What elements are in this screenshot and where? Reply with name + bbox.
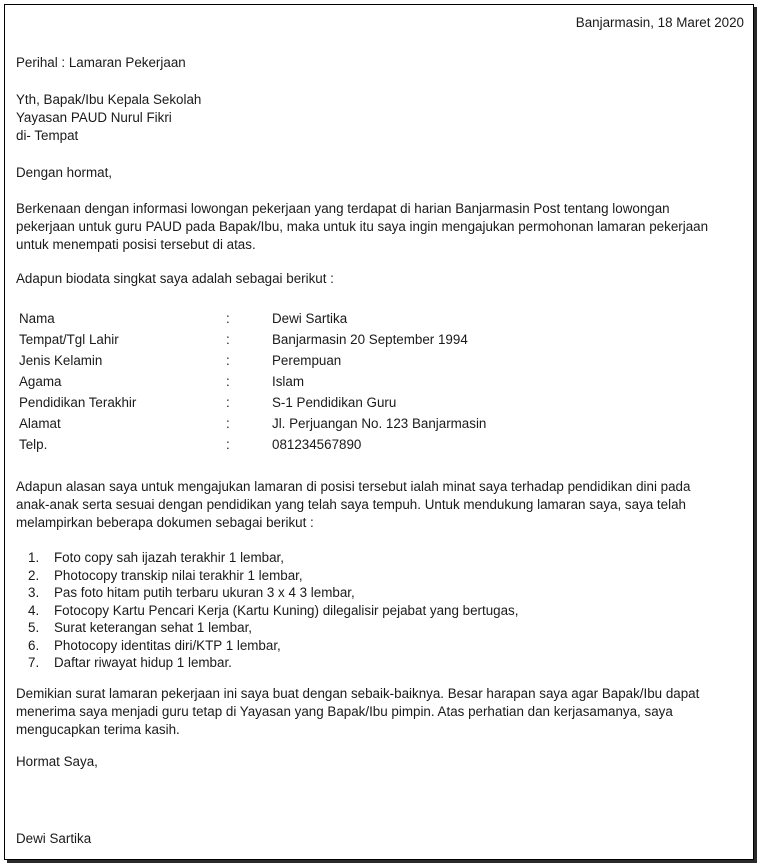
list-text: Photocopy transkip nilai terakhir 1 lembar, xyxy=(54,567,303,583)
letter-date: Banjarmasin, 18 Maret 2020 xyxy=(575,15,744,30)
reason-paragraph xyxy=(16,478,748,532)
biodata-label: Telp. xyxy=(19,437,48,452)
recipient-address xyxy=(16,91,201,145)
biodata-value: Jl. Perjuangan No. 123 Banjarmasin xyxy=(272,416,487,431)
biodata-value: 081234567890 xyxy=(272,437,362,452)
letter-page xyxy=(4,4,754,860)
list-item xyxy=(16,654,636,672)
list-number: 2. xyxy=(28,567,40,583)
recipient-line: Yth, Bapak/Ibu Kepala Sekolah xyxy=(16,92,202,107)
biodata-colon: : xyxy=(226,416,230,431)
recipient-line: Yayasan PAUD Nurul Fikri xyxy=(16,110,172,125)
biodata-value: Banjarmasin 20 September 1994 xyxy=(272,332,468,347)
list-number: 4. xyxy=(28,602,40,618)
biodata-label: Jenis Kelamin xyxy=(19,353,103,368)
biodata-colon: : xyxy=(226,332,230,347)
closing-salutation: Hormat Saya, xyxy=(16,754,98,769)
paragraph-line: pekerjaan untuk guru PAUD pada Bapak/Ibu, maka untuk itu saya ingin mengajukan permohonan lamaran pekerjaan xyxy=(16,219,709,234)
list-text: Pas foto hitam putih terbaru ukuran 3 x 4 3 lembar, xyxy=(54,585,355,600)
signature-name: Dewi Sartika xyxy=(16,831,92,846)
biodata-row-pendidikan xyxy=(16,392,616,413)
biodata-label: Nama xyxy=(19,311,55,326)
list-item xyxy=(16,549,636,567)
paragraph-line: Berkenaan dengan informasi lowongan pekerjaan yang terdapat di harian Banjarmasin Post tentang lowongan xyxy=(16,201,670,216)
list-text: Daftar riwayat hidup 1 lembar. xyxy=(54,655,232,670)
greeting: Dengan hormat, xyxy=(16,165,113,180)
list-item xyxy=(16,619,636,637)
biodata-intro: Adapun biodata singkat saya adalah sebagai berikut : xyxy=(16,271,334,286)
paragraph-line: Adapun alasan saya untuk mengajukan lamaran di posisi tersebut ialah minat saya terhadap pendidikan dini pada xyxy=(16,479,691,494)
list-item xyxy=(16,584,636,602)
paragraph-line: Demikian surat lamaran pekerjaan ini saya buat dengan sebaik-baiknya. Besar harapan saya agar Bapak/Ibu dapat xyxy=(16,686,700,701)
list-text: Photocopy identitas diri/KTP 1 lembar, xyxy=(54,637,281,653)
biodata-row-jenis-kelamin xyxy=(16,350,616,371)
biodata-colon: : xyxy=(226,437,230,452)
biodata-colon: : xyxy=(226,353,230,368)
attachment-list xyxy=(16,549,636,672)
biodata-row-telp xyxy=(16,434,616,455)
list-number: 5. xyxy=(28,620,40,635)
paragraph-line: untuk menempati posisi tersebut di atas. xyxy=(16,237,256,252)
list-number: 6. xyxy=(28,637,40,653)
list-number: 1. xyxy=(28,550,40,565)
biodata-label: Tempat/Tgl Lahir xyxy=(19,332,119,347)
biodata-value: Perempuan xyxy=(272,353,342,368)
biodata-row-tempat-tgl-lahir xyxy=(16,329,616,350)
list-text: Fotocopy Kartu Pencari Kerja (Kartu Kuning) dilegalisir pejabat yang bertugas, xyxy=(54,602,519,618)
list-item xyxy=(16,567,636,585)
biodata-row-alamat xyxy=(16,413,616,434)
biodata-label: Agama xyxy=(19,374,62,389)
biodata-value: Islam xyxy=(272,374,304,389)
list-text: Foto copy sah ijazah terakhir 1 lembar, xyxy=(54,550,284,565)
biodata-row-agama xyxy=(16,371,616,392)
biodata-value: Dewi Sartika xyxy=(272,311,348,326)
closing-paragraph xyxy=(16,685,748,739)
list-number: 7. xyxy=(28,655,40,670)
paragraph-line: menerima saya menjadi guru tetap di Yayasan yang Bapak/Ibu pimpin. Atas perhatian dan kerjasamanya, saya xyxy=(16,704,673,719)
biodata-label: Alamat xyxy=(19,416,61,431)
biodata-row-nama xyxy=(16,308,616,329)
paragraph-line: melampirkan beberapa dokumen sebagai berikut : xyxy=(16,515,314,530)
opening-paragraph xyxy=(16,200,748,254)
biodata-value: S-1 Pendidikan Guru xyxy=(272,395,397,410)
list-text: Surat keterangan sehat 1 lembar, xyxy=(54,620,253,635)
paragraph-line: anak-anak serta sesuai dengan pendidikan yang telah saya tempuh. Untuk mendukung lamaran saya, saya telah xyxy=(16,497,686,512)
biodata-label: Pendidikan Terakhir xyxy=(19,395,137,410)
biodata-table xyxy=(16,308,616,455)
biodata-colon: : xyxy=(226,311,230,326)
list-item xyxy=(16,637,636,655)
list-number: 3. xyxy=(28,585,40,600)
list-item xyxy=(16,602,636,620)
letter-subject: Perihal : Lamaran Pekerjaan xyxy=(16,55,186,70)
recipient-line: di- Tempat xyxy=(16,128,79,143)
biodata-colon: : xyxy=(226,374,230,389)
paragraph-line: mengucapkan terima kasih. xyxy=(16,722,180,737)
biodata-colon: : xyxy=(226,395,230,410)
